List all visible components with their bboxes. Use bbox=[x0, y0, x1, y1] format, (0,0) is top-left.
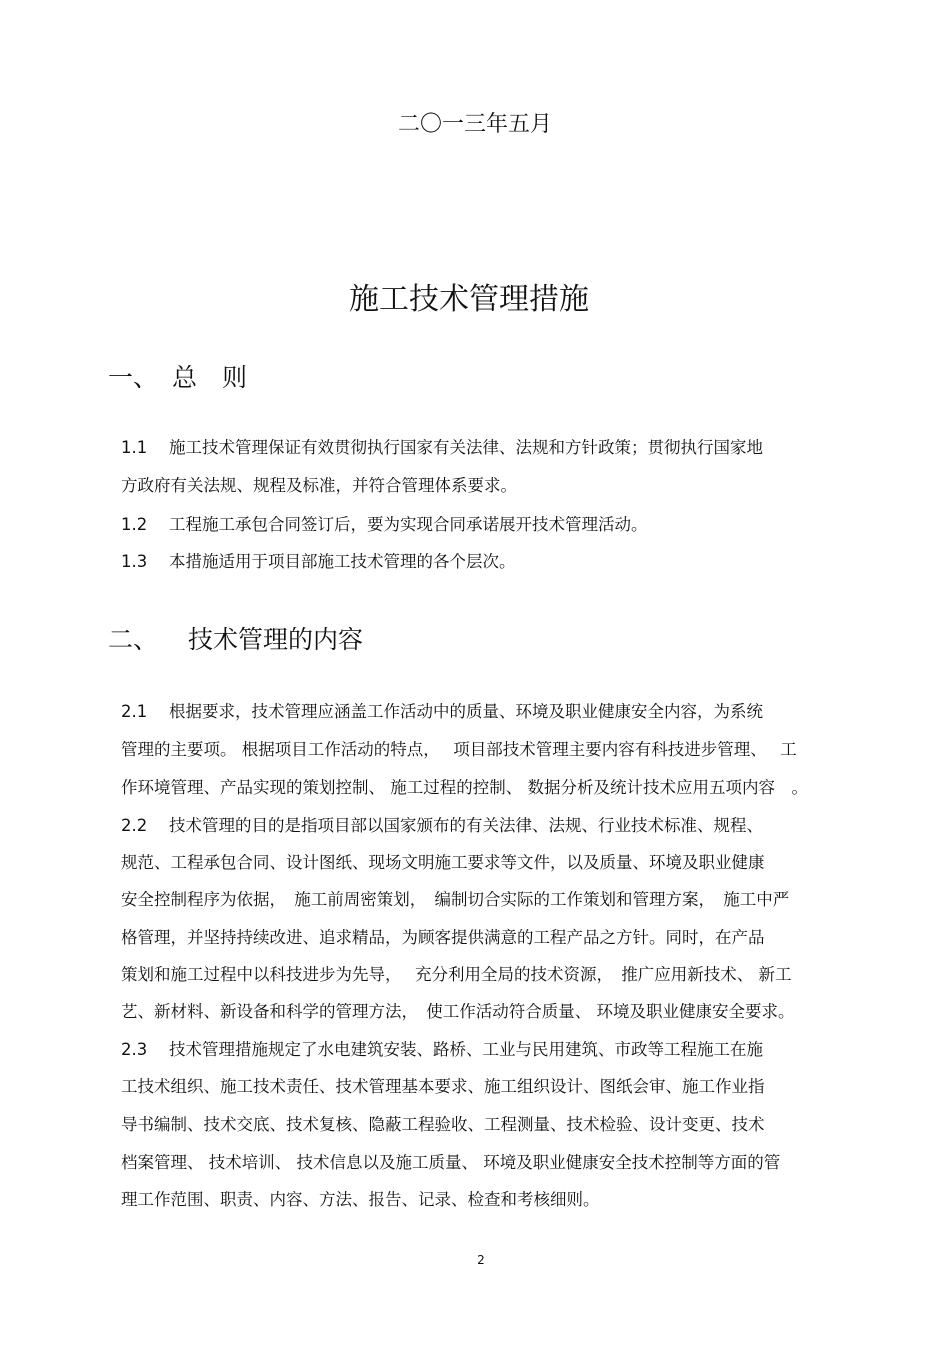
section-number: 一、 bbox=[108, 363, 159, 392]
page-number: 2 bbox=[477, 1253, 485, 1267]
section-heading-content bbox=[108, 620, 363, 656]
paragraph-2-1-line-3: 作环境管理、产品实现的策划控制、 施工过程的控制、 数据分析及统计技术应用五项内容 。 bbox=[121, 778, 808, 797]
paragraph-2-2-line-4: 格管理，并坚持持续改进、追求精品，为顾客提供满意的工程产品之方针。同时，在产品 bbox=[121, 928, 765, 947]
paragraph-2-3-line-1: 2.3 技术管理措施规定了水电建筑安装、路桥、工业与民用建筑、市政等工程施工在施 bbox=[121, 1040, 763, 1059]
document-title: 施工技术管理措施 bbox=[349, 282, 589, 317]
clause-number: 1.3 bbox=[121, 552, 148, 571]
paragraph-2-2-line-3: 安全控制程序为依据， 施工前周密策划， 编制切合实际的工作策划和管理方案， 施工中严 bbox=[121, 890, 790, 909]
section-number: 二、 bbox=[108, 625, 159, 654]
clause-number: 2.3 bbox=[121, 1040, 148, 1059]
paragraph-2-3-line-5: 理工作范围、职责、内容、方法、报告、记录、检查和考核细则。 bbox=[121, 1190, 600, 1209]
paragraph-1-1-line-2: 方政府有关法规、规程及标准，并符合管理体系要求。 bbox=[121, 476, 517, 495]
clause-number: 2.2 bbox=[121, 816, 148, 835]
paragraph-2-2-line-6: 艺、新材料、新设备和科学的管理方法， 使工作活动符合质量、 环境及职业健康安全要求。 bbox=[121, 1002, 795, 1021]
document-date: 二〇一三年五月 bbox=[397, 112, 552, 137]
paragraph-2-1-line-1: 2.1 根据要求，技术管理应涵盖工作活动中的质量、环境及职业健康安全内容，为系统 bbox=[121, 702, 763, 721]
paragraph-2-2-line-5: 策划和施工过程中以科技进步为先导， 充分利用全局的技术资源， 推广应用新技术、 新工 bbox=[121, 965, 792, 984]
clause-number: 1.1 bbox=[121, 438, 148, 457]
section-heading-general bbox=[108, 358, 247, 394]
section-title: 总 则 bbox=[172, 363, 248, 392]
section-title: 技术管理的内容 bbox=[188, 625, 364, 654]
paragraph-1-3: 1.3 本措施适用于项目部施工技术管理的各个层次。 bbox=[121, 552, 516, 571]
paragraph-2-3-line-4: 档案管理、 技术培训、 技术信息以及施工质量、 环境及职业健康安全技术控制等方面的管 bbox=[121, 1153, 781, 1172]
paragraph-1-2: 1.2 工程施工承包合同签订后，要为实现合同承诺展开技术管理活动。 bbox=[121, 515, 648, 534]
clause-number: 1.2 bbox=[121, 515, 148, 534]
paragraph-1-1-line-1: 1.1 施工技术管理保证有效贯彻执行国家有关法律、法规和方针政策；贯彻执行国家地 bbox=[121, 438, 763, 457]
paragraph-2-3-line-2: 工技术组织、施工技术责任、技术管理基本要求、施工组织设计、图纸会审、施工作业指 bbox=[121, 1077, 765, 1096]
clause-number: 2.1 bbox=[121, 702, 148, 721]
paragraph-2-2-line-2: 规范、工程承包合同、设计图纸、现场文明施工要求等文件，以及质量、环境及职业健康 bbox=[121, 853, 765, 872]
paragraph-2-3-line-3: 导书编制、技术交底、技术复核、隐蔽工程验收、工程测量、技术检验、设计变更、技术 bbox=[121, 1115, 765, 1134]
paragraph-2-2-line-1: 2.2 技术管理的目的是指项目部以国家颁布的有关法律、法规、行业技术标准、规程、 bbox=[121, 816, 763, 835]
paragraph-2-1-line-2: 管理的主要项。 根据项目工作活动的特点， 项目部技术管理主要内容有科技进步管理、 工 bbox=[121, 740, 797, 759]
